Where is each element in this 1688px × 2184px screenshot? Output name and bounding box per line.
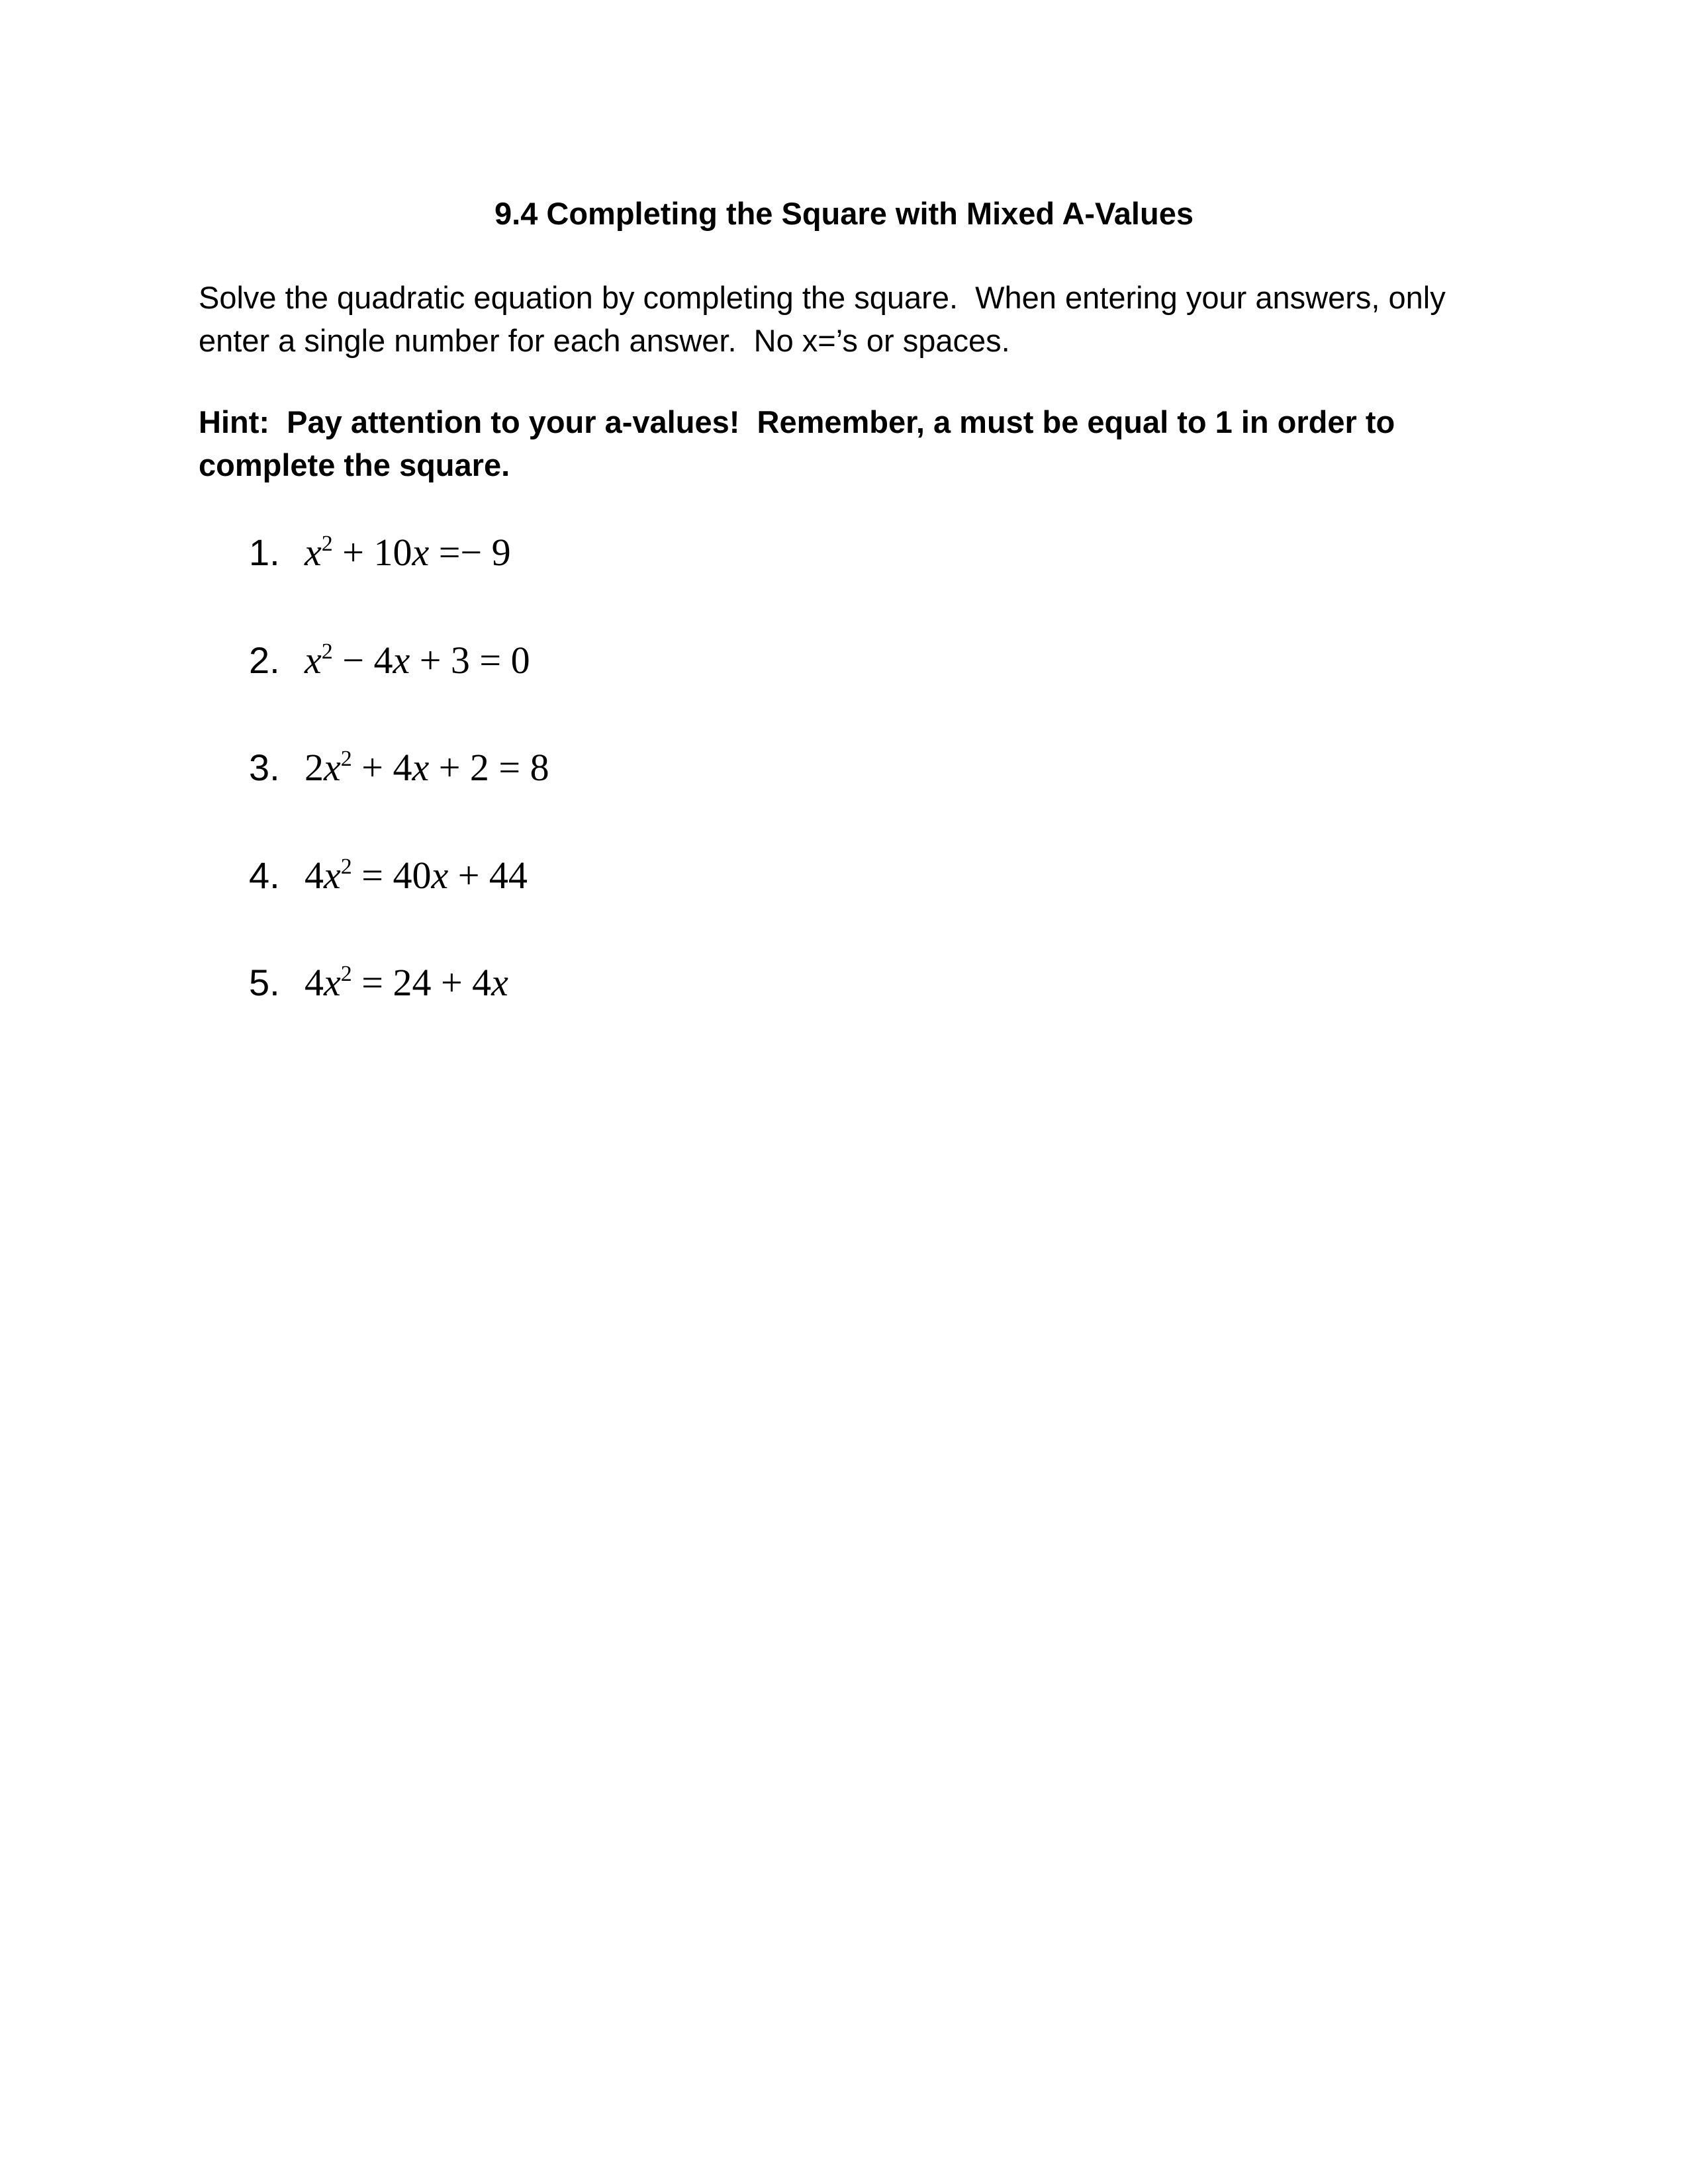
- equation-expression: [305, 961, 508, 1004]
- equation-token: + 10: [332, 531, 412, 574]
- equation-token: x: [412, 746, 430, 789]
- equation-token: 2: [321, 639, 333, 664]
- equation-token: x: [324, 746, 341, 789]
- equation-number: 5.: [249, 962, 280, 1003]
- equation-token: = 24 + 4: [352, 961, 492, 1004]
- equation-token: 2: [305, 746, 324, 789]
- instructions-line-1: Solve the quadratic equation by completing the square. When entering your answers, only: [199, 280, 1446, 315]
- equation-item: [249, 853, 549, 964]
- equation-token: + 3 = 0: [410, 638, 530, 682]
- equation-expression: [305, 531, 511, 574]
- equation-token: x: [393, 638, 410, 682]
- equation-number: 2.: [249, 639, 280, 681]
- equation-token: 2: [340, 747, 352, 771]
- equation-expression: [305, 746, 549, 789]
- equation-token: x: [324, 961, 341, 1004]
- equation-number: 3.: [249, 747, 280, 788]
- equation-token: 4: [305, 961, 324, 1004]
- equation-number: 4.: [249, 854, 280, 896]
- hint-line-1: Hint: Pay attention to your a-values! Remember, a must be equal to 1 in order to: [199, 404, 1395, 439]
- equation-token: x: [305, 638, 322, 682]
- equation-token: x: [305, 531, 322, 574]
- hint-line-2: complete the square.: [199, 447, 510, 482]
- equation-token: + 44: [448, 853, 528, 897]
- equation-token: 2: [321, 531, 333, 556]
- equation-token: − 4: [332, 638, 393, 682]
- page-title: 9.4 Completing the Square with Mixed A-Values: [494, 196, 1194, 231]
- equation-token: 2: [340, 962, 352, 986]
- equation-item: [249, 533, 549, 641]
- equation-token: + 4: [352, 746, 412, 789]
- equation-item: [249, 961, 549, 1071]
- equation-token: =− 9: [429, 531, 511, 574]
- equation-token: x: [324, 853, 341, 897]
- equation-expression: [305, 639, 530, 682]
- equation-token: = 40: [352, 853, 432, 897]
- equation-token: x: [412, 531, 430, 574]
- equation-item: [249, 638, 549, 749]
- equation-token: x: [431, 853, 449, 897]
- equation-token: 2: [340, 854, 352, 879]
- equation-expression: [305, 854, 528, 897]
- equation-token: x: [491, 961, 508, 1004]
- equation-number: 1.: [249, 531, 280, 573]
- instructions-line-2: enter a single number for each answer. No x=’s or spaces.: [199, 323, 1010, 358]
- equation-item: [249, 746, 549, 856]
- equation-list: [249, 533, 549, 1071]
- equation-token: + 2 = 8: [429, 746, 549, 789]
- equation-token: 4: [305, 853, 324, 897]
